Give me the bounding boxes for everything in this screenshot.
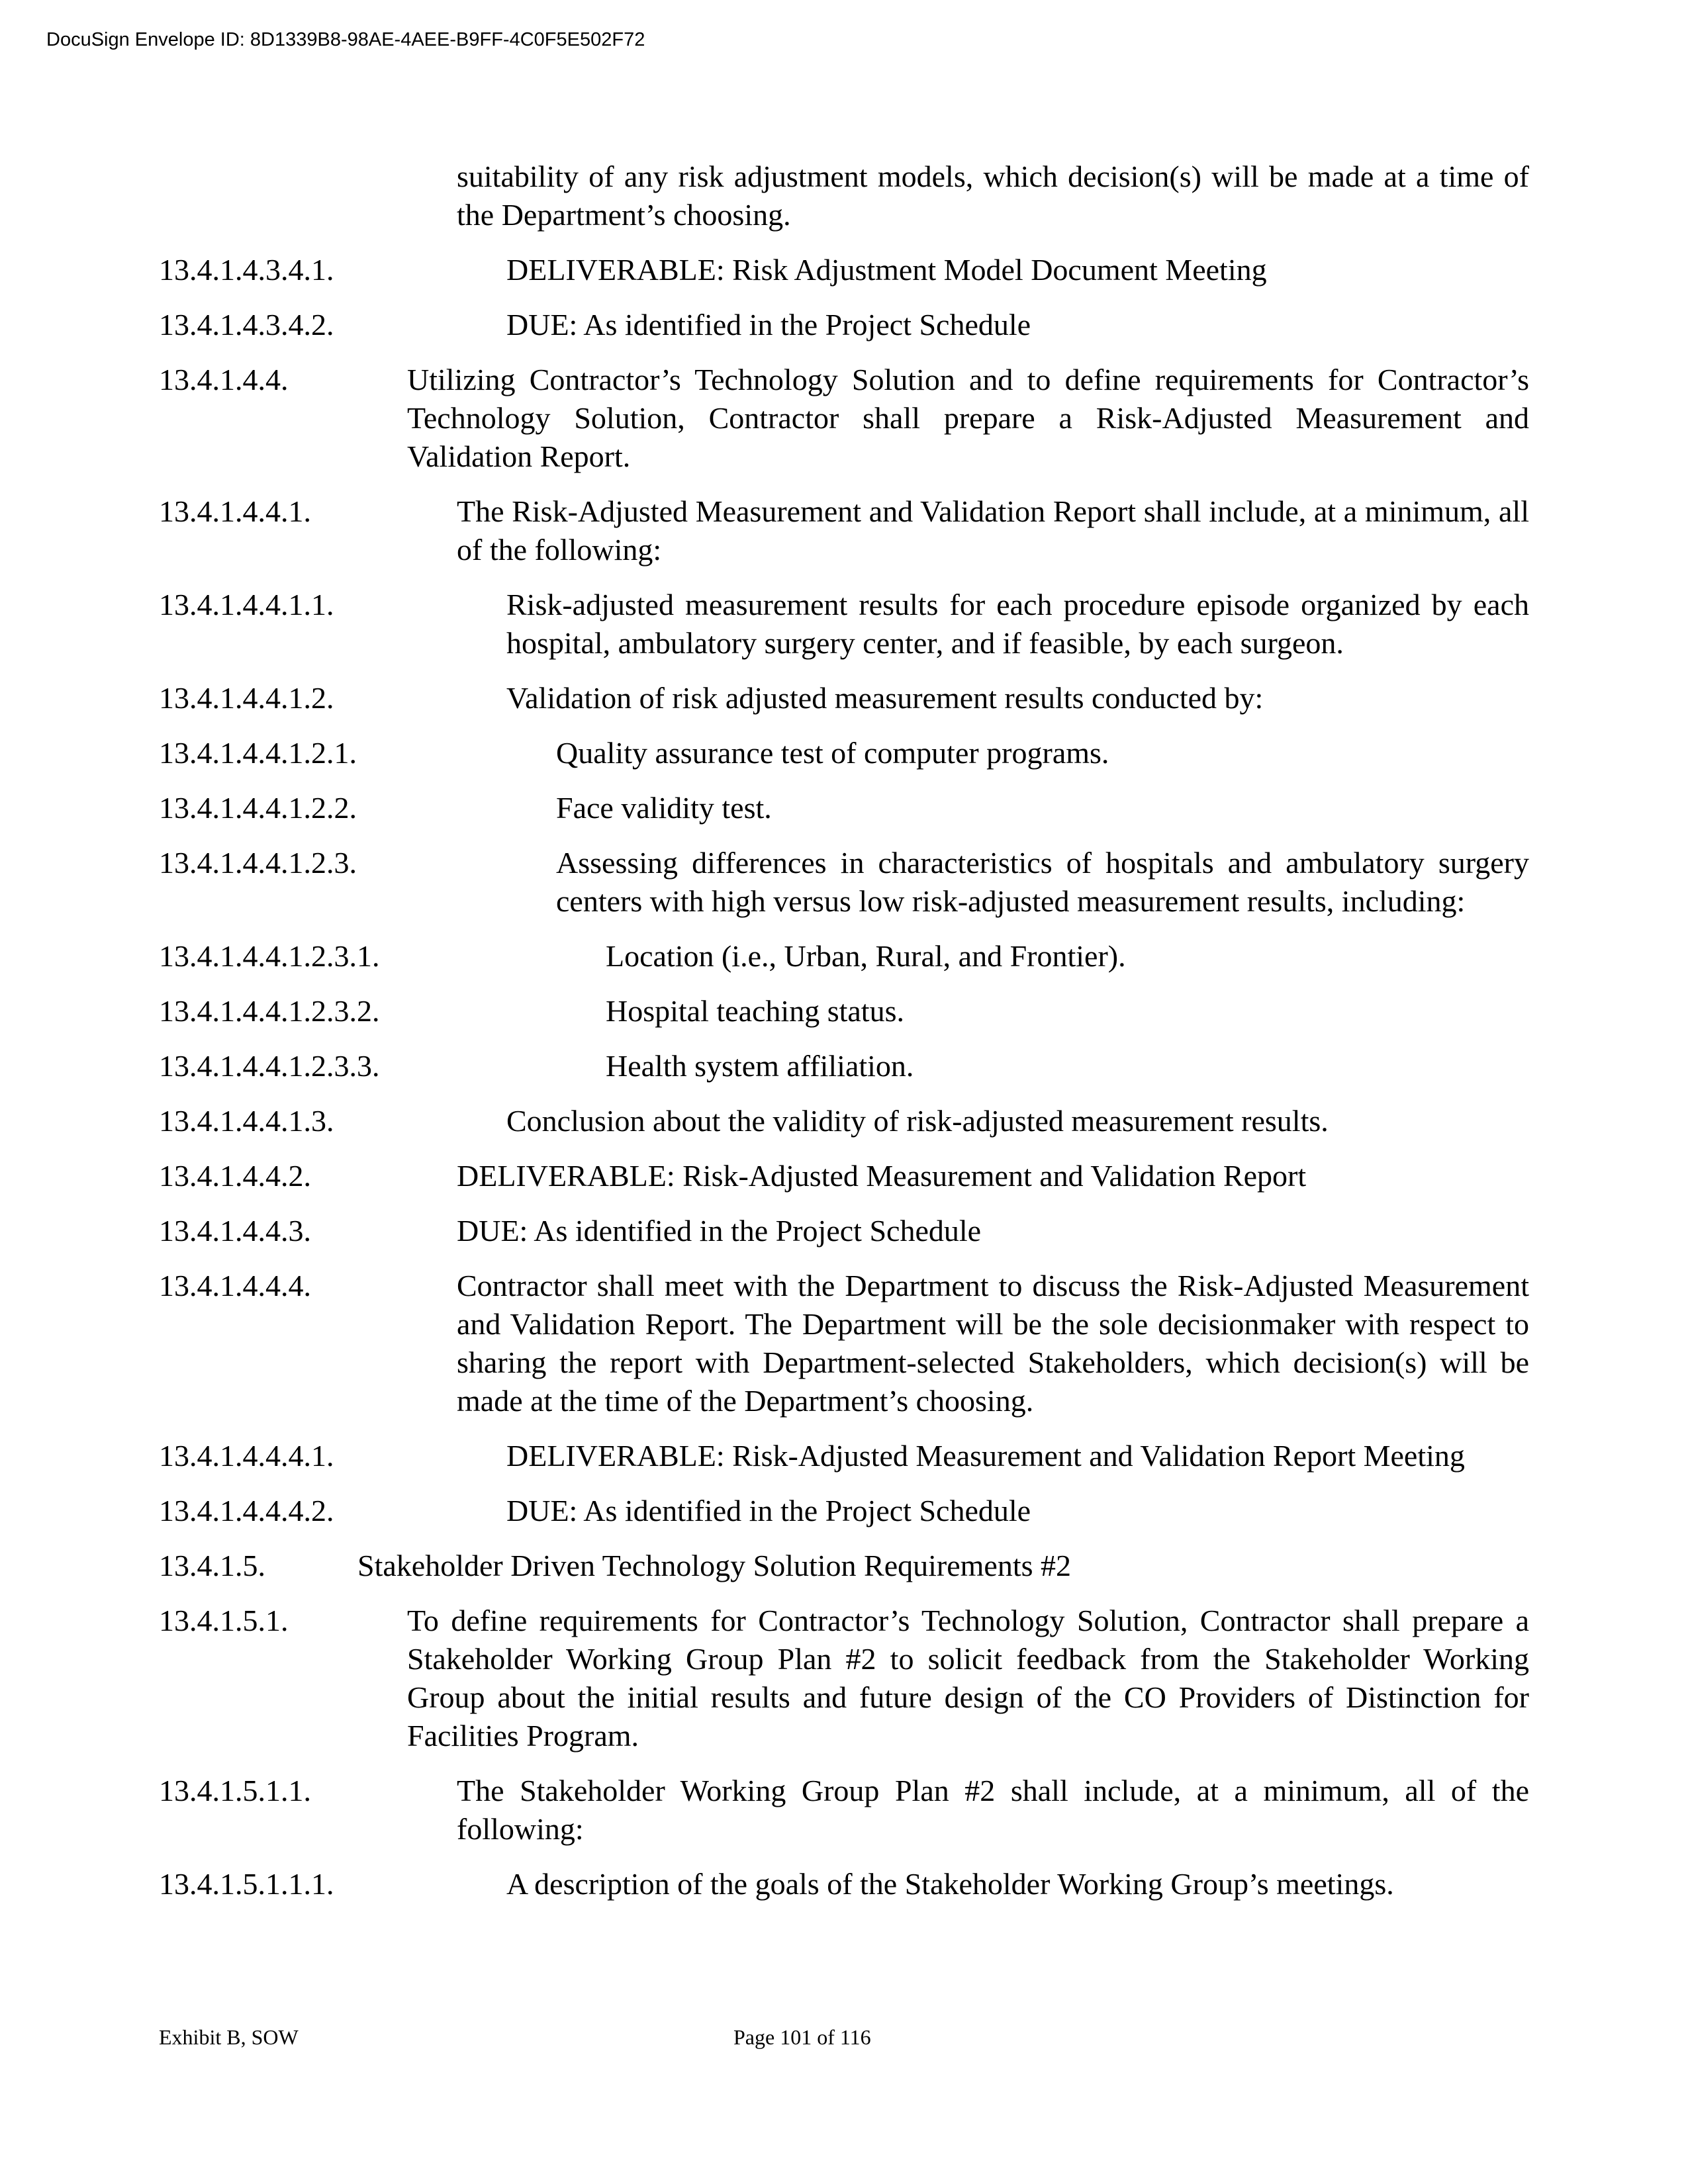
docusign-envelope-id: DocuSign Envelope ID: 8D1339B8-98AE-4AEE-B9FF-4C0F5E502F72 <box>46 29 645 50</box>
paragraph-continuation <box>159 158 1529 234</box>
section-number: 13.4.1.4.4. <box>159 363 289 396</box>
paragraph-text: suitability of any risk adjustment models, which decision(s) will be made at a time of the Department’s choosing. <box>457 159 1529 232</box>
list-item <box>159 1865 1529 1903</box>
section-number: 13.4.1.4.4.2. <box>159 1159 311 1193</box>
list-item <box>159 306 1529 344</box>
section-number: 13.4.1.4.4.3. <box>159 1214 311 1248</box>
list-item <box>159 992 1529 1030</box>
section-number: 13.4.1.4.3.4.2. <box>159 308 334 341</box>
list-item <box>159 492 1529 569</box>
section-number: 13.4.1.5.1. <box>159 1604 289 1637</box>
list-item <box>159 1602 1529 1755</box>
section-text: A description of the goals of the Stakeholder Working Group’s meetings. <box>506 1867 1394 1901</box>
footer-page-number: Page 101 of 116 <box>733 2025 871 2049</box>
section-text: DELIVERABLE: Risk-Adjusted Measurement and Validation Report <box>457 1159 1307 1193</box>
section-text: Quality assurance test of computer programs. <box>556 736 1109 770</box>
footer-document-label: Exhibit B, SOW <box>159 2025 299 2049</box>
section-number: 13.4.1.4.4.1.2.2. <box>159 791 357 825</box>
section-text: Conclusion about the validity of risk-adjusted measurement results. <box>506 1104 1329 1138</box>
section-text: Risk-adjusted measurement results for each procedure episode organized by each hospital, ambulatory surgery center, and if feasible, by each surgeon. <box>506 588 1529 660</box>
list-item <box>159 937 1529 976</box>
list-item <box>159 844 1529 921</box>
section-number: 13.4.1.5. <box>159 1549 265 1582</box>
section-text: DUE: As identified in the Project Schedule <box>457 1214 982 1248</box>
section-text: The Risk-Adjusted Measurement and Validation Report shall include, at a minimum, all of the following: <box>457 494 1529 567</box>
section-number: 13.4.1.4.4.1.3. <box>159 1104 334 1138</box>
list-item <box>159 1547 1529 1585</box>
section-number: 13.4.1.4.4.1. <box>159 494 311 528</box>
section-number: 13.4.1.4.4.1.2.3.2. <box>159 994 380 1028</box>
section-text: The Stakeholder Working Group Plan #2 shall include, at a minimum, all of the following: <box>457 1774 1529 1846</box>
section-text: Validation of risk adjusted measurement results conducted by: <box>506 681 1264 715</box>
list-item <box>159 586 1529 662</box>
list-item <box>159 1267 1529 1420</box>
section-text: Health system affiliation. <box>606 1049 914 1083</box>
list-item <box>159 1157 1529 1195</box>
list-item <box>159 1437 1529 1475</box>
section-heading: Stakeholder Driven Technology Solution Requirements #2 <box>357 1549 1072 1582</box>
section-text: DUE: As identified in the Project Schedule <box>506 1494 1031 1527</box>
section-number: 13.4.1.4.4.1.2.3. <box>159 846 357 880</box>
section-text: To define requirements for Contractor’s Technology Solution, Contractor shall prepare a Stakeholder Working Group Plan #2 to solicit feedback from the Stakeholder Working Group about the initial results and future design of the CO Providers of Distinction for Facilities Program. <box>407 1604 1529 1752</box>
section-text: Utilizing Contractor’s Technology Solution and to define requirements for Contractor’s Technology Solution, Contractor shall prepare a Risk-Adjusted Measurement and Validation Report. <box>407 363 1529 473</box>
section-number: 13.4.1.5.1.1.1. <box>159 1867 334 1901</box>
list-item <box>159 789 1529 827</box>
section-text: Location (i.e., Urban, Rural, and Frontier). <box>606 939 1126 973</box>
section-number: 13.4.1.4.4.1.2.3.3. <box>159 1049 380 1083</box>
section-text: DELIVERABLE: Risk Adjustment Model Document Meeting <box>506 253 1267 287</box>
list-item <box>159 361 1529 476</box>
section-number: 13.4.1.4.4.1.2. <box>159 681 334 715</box>
list-item <box>159 251 1529 289</box>
list-item <box>159 1772 1529 1848</box>
list-item <box>159 734 1529 772</box>
section-text: DELIVERABLE: Risk-Adjusted Measurement and Validation Report Meeting <box>506 1439 1465 1473</box>
section-text: Assessing differences in characteristics of hospitals and ambulatory surgery centers with high versus low risk-adjusted measurement results, including: <box>556 846 1529 918</box>
section-number: 13.4.1.4.4.4. <box>159 1269 311 1302</box>
section-text: Contractor shall meet with the Department to discuss the Risk-Adjusted Measurement and Validation Report. The Department will be the sole decisionmaker with respect to sharing the report with Department-selected Stakeholders, which decision(s) will be made at the time of the Department’s choosing. <box>457 1269 1529 1418</box>
list-item <box>159 679 1529 717</box>
document-body <box>159 158 1529 1920</box>
section-text: DUE: As identified in the Project Schedule <box>506 308 1031 341</box>
section-text: Hospital teaching status. <box>606 994 904 1028</box>
list-item <box>159 1047 1529 1085</box>
section-number: 13.4.1.5.1.1. <box>159 1774 311 1807</box>
section-text: Face validity test. <box>556 791 772 825</box>
section-number: 13.4.1.4.4.1.2.1. <box>159 736 357 770</box>
section-number: 13.4.1.4.4.4.2. <box>159 1494 334 1527</box>
list-item <box>159 1102 1529 1140</box>
section-number: 13.4.1.4.4.4.1. <box>159 1439 334 1473</box>
section-number: 13.4.1.4.4.1.2.3.1. <box>159 939 380 973</box>
list-item <box>159 1492 1529 1530</box>
section-number: 13.4.1.4.3.4.1. <box>159 253 334 287</box>
section-number: 13.4.1.4.4.1.1. <box>159 588 334 621</box>
list-item <box>159 1212 1529 1250</box>
